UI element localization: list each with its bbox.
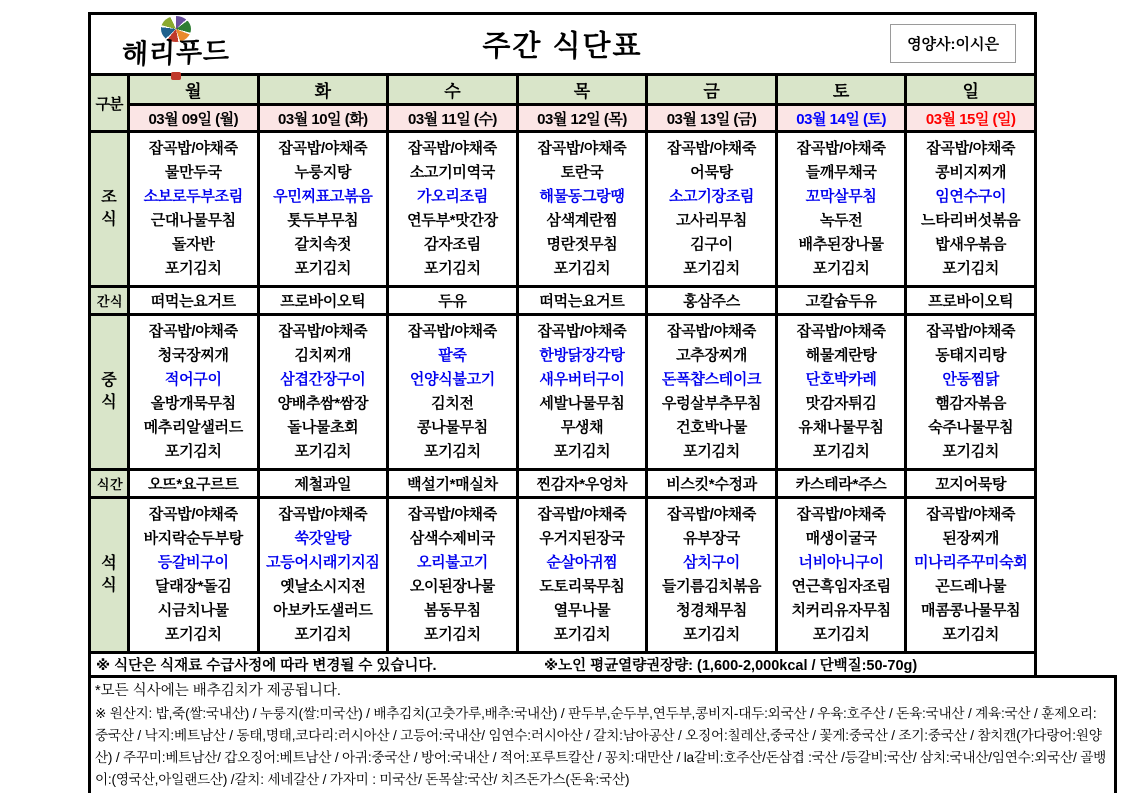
menu-item: 고등어시래기지짐	[266, 554, 380, 572]
menu-item: 잡곡밥/야채죽	[278, 140, 368, 158]
header-band	[88, 12, 1037, 73]
snack-cell-sat: 고칼슘두유	[778, 288, 905, 313]
menu-item: 꼬막살무침	[805, 188, 877, 206]
menu-item: 순살아귀찜	[546, 554, 618, 572]
menu-item: 잡곡밥/야채죽	[278, 323, 368, 341]
menu-item: 잡곡밥/야채죽	[148, 323, 238, 341]
menu-item: 맛감자튀김	[805, 395, 877, 413]
menu-item: 치커리유자무침	[791, 602, 891, 620]
menu-item: 도토리묵무침	[539, 578, 625, 596]
menu-item: 청국장찌개	[157, 347, 229, 365]
menu-item: 단호박카레	[805, 371, 877, 389]
menu-item: 김치찌개	[294, 347, 352, 365]
menu-item: 녹두전	[819, 212, 863, 230]
between-meal-cell-mon: 오뜨*요구르트	[130, 471, 257, 496]
menu-item: 오리불고기	[416, 554, 488, 572]
menu-item: 오이된장나물	[409, 578, 495, 596]
menu-item: 연근흑임자조림	[791, 578, 891, 596]
day-header-thu: 목	[519, 76, 646, 103]
menu-item: 언양식불고기	[409, 371, 495, 389]
menu-item: 잡곡밥/야채죽	[407, 506, 497, 524]
between-meal-cell-tue: 제철과일	[260, 471, 387, 496]
menu-item: 소보로두부조림	[143, 188, 243, 206]
menu-item: 청경채무침	[676, 602, 748, 620]
day-header-tue: 화	[260, 76, 387, 103]
menu-cell-dinner-mon	[130, 499, 257, 651]
menu-item: 배추된장나물	[798, 236, 884, 254]
menu-item: 근대나물무침	[150, 212, 236, 230]
notice-calorie-text: ※노인 평균열량권장량: (1,600-2,000kcal / 단백질:50-70g)	[544, 658, 918, 674]
menu-item: 해물동그랑땡	[539, 188, 625, 206]
menu-item: 포기김치	[812, 626, 870, 644]
menu-cell-lunch-thu	[519, 316, 646, 468]
menu-item: 포기김치	[553, 443, 611, 461]
menu-item: 김구이	[690, 236, 733, 254]
menu-item: 새우버터구이	[539, 371, 625, 389]
snack-cell-mon: 떠먹는요거트	[130, 288, 257, 313]
menu-cell-breakfast-sun	[907, 133, 1034, 285]
kimchi-note: *모든 식사에는 배추김치가 제공됩니다.	[95, 683, 341, 699]
menu-item: 삼색계란찜	[546, 212, 618, 230]
menu-item: 미나리주꾸미숙회	[913, 554, 1028, 572]
between-meal-cell-thu: 찐감자*우엉차	[519, 471, 646, 496]
day-header-fri: 금	[648, 76, 775, 103]
menu-item: 톳두부무침	[287, 212, 359, 230]
menu-cell-lunch-wed	[389, 316, 516, 468]
date-cell-sat: 03월 14일 (토)	[778, 106, 905, 130]
menu-item: 잡곡밥/야채죽	[407, 323, 497, 341]
between-meal-cell-wed: 백설기*매실차	[389, 471, 516, 496]
menu-item: 너비아니구이	[798, 554, 884, 572]
menu-item: 우거지된장국	[539, 530, 625, 548]
menu-cell-dinner-sun	[907, 499, 1034, 651]
menu-item: 잡곡밥/야채죽	[407, 140, 497, 158]
snack-cell-wed: 두유	[389, 288, 516, 313]
menu-item: 삼겹간장구이	[280, 371, 366, 389]
menu-item: 봄동무침	[424, 602, 481, 620]
menu-item: 세발나물무침	[539, 395, 625, 413]
origin-note: ※ 원산지: 밥,죽(쌀:국내산) / 누룽지(쌀:미국산) / 배추김치(고춧가루,배추:국내산) / 판두부,순두부,연두부,콩비지-대두:외국산 / 우육:호주산 / 돈육:국내산 / 계육:국산 / 훈제오리:중국산 / 낙지:베트남산 / 동태,명태,코다리:러시아산 / 고등어:국내산/ 임연수:러시아산 / 갈치:남아공산 / 오징어:칠레산,중국산 / 꽃게:중국산 / 조기:중국산 / 참치캔(가다랑어:원양산) / 주꾸미:베트남산/ 갑오징어:베트남산 / 아귀:중국산 / 방어:국내산 / 적어:포루트칼산 / 꽁치:대만산 / la갈비:호주산/돈삼겹 :국산 /등갈비:국산/ 삼치:국내산/임연수:외국산/ 골뱅이:(영국산,아일랜드산) /갈치: 세네갈산 / 가자미 : 미국산/ 돈목살:국산/ 치즈돈가스(돈육:국산)	[95, 705, 1107, 787]
menu-item: 포기김치	[164, 443, 222, 461]
menu-item: 임연수구이	[935, 188, 1007, 206]
menu-item: 감자조림	[424, 236, 481, 254]
menu-item: 매콤콩나물무침	[921, 602, 1021, 620]
logo-text: 해리푸드	[121, 36, 231, 70]
menu-item: 잡곡밥/야채죽	[667, 140, 757, 158]
day-header-sat: 토	[778, 76, 905, 103]
between-meal-cell-fri: 비스킷*수정과	[648, 471, 775, 496]
menu-item: 가오리조림	[416, 188, 488, 206]
date-cell-tue: 03월 10일 (화)	[260, 106, 387, 130]
page-title: 주간 식단표	[482, 30, 643, 63]
menu-item: 잡곡밥/야채죽	[148, 140, 238, 158]
menu-item: 어묵탕	[690, 164, 733, 182]
menu-item: 포기김치	[424, 260, 481, 278]
menu-item: 포기김치	[942, 626, 1000, 644]
menu-item: 무생채	[560, 419, 604, 437]
menu-item: 콩비지찌개	[935, 164, 1007, 182]
menu-item: 잡곡밥/야채죽	[926, 140, 1016, 158]
menu-item: 잡곡밥/야채죽	[796, 140, 886, 158]
menu-item: 물만두국	[164, 164, 222, 182]
menu-item: 등갈비구이	[157, 554, 229, 572]
menu-item: 잡곡밥/야채죽	[926, 323, 1016, 341]
menu-item: 포기김치	[683, 443, 740, 461]
menu-item: 돌자반	[171, 236, 215, 254]
menu-item: 포기김치	[553, 260, 611, 278]
footnotes-box	[88, 675, 1117, 793]
menu-item: 한방닭장각탕	[539, 347, 625, 365]
content-wrap	[88, 12, 1107, 793]
snack-cell-tue: 프로바이오틱	[260, 288, 387, 313]
menu-item: 우민찌표고볶음	[273, 188, 373, 206]
menu-item: 메추리알샐러드	[143, 419, 243, 437]
menu-item: 달래장*돌김	[155, 578, 232, 596]
date-cell-wed: 03월 11일 (수)	[389, 106, 516, 130]
menu-item: 포기김치	[942, 443, 1000, 461]
menu-item: 포기김치	[812, 260, 870, 278]
between-meal-cell-sat: 카스테라*주스	[778, 471, 905, 496]
date-cell-thu: 03월 12일 (목)	[519, 106, 646, 130]
meal-label-breakfast: 조식	[91, 133, 127, 285]
menu-item: 잡곡밥/야채죽	[537, 140, 627, 158]
menu-item: 삼색수제비국	[409, 530, 495, 548]
day-header-sun: 일	[907, 76, 1034, 103]
menu-item: 돌나물초회	[287, 419, 359, 437]
menu-cell-lunch-tue	[260, 316, 387, 468]
snack-cell-sun: 프로바이오틱	[907, 288, 1034, 313]
menu-cell-lunch-mon	[130, 316, 257, 468]
menu-cell-dinner-sat	[778, 499, 905, 651]
menu-cell-lunch-sun	[907, 316, 1034, 468]
menu-table	[88, 73, 1037, 678]
menu-item: 밥새우볶음	[935, 236, 1007, 254]
menu-item: 포기김치	[294, 626, 352, 644]
menu-item: 아보카도샐러드	[273, 602, 373, 620]
menu-item: 잡곡밥/야채죽	[278, 506, 368, 524]
meal-label-morning-snack: 간 식	[91, 288, 127, 313]
menu-item: 토란국	[560, 164, 604, 182]
menu-cell-breakfast-wed	[389, 133, 516, 285]
menu-item: 포기김치	[812, 443, 870, 461]
menu-item: 포기김치	[294, 443, 352, 461]
menu-item: 포기김치	[424, 443, 481, 461]
date-cell-sun: 03월 15일 (일)	[907, 106, 1034, 130]
menu-item: 바지락순두부탕	[143, 530, 243, 548]
menu-item: 된장찌개	[942, 530, 1000, 548]
menu-item: 유부장국	[683, 530, 740, 548]
menu-item: 잡곡밥/야채죽	[796, 506, 886, 524]
menu-cell-breakfast-mon	[130, 133, 257, 285]
menu-item: 명란젓무침	[546, 236, 618, 254]
menu-cell-breakfast-sat	[778, 133, 905, 285]
menu-item: 연두부*맛간장	[407, 212, 498, 230]
notice-row	[91, 654, 1034, 675]
menu-item: 햄감자볶음	[935, 395, 1007, 413]
menu-item: 옛날소시지전	[280, 578, 366, 596]
menu-item: 들깨무채국	[805, 164, 877, 182]
menu-item: 안동찜닭	[942, 371, 1000, 389]
menu-item: 숙주나물무침	[928, 419, 1014, 437]
menu-item: 고추장찌개	[676, 347, 748, 365]
date-cell-fri: 03월 13일 (금)	[648, 106, 775, 130]
menu-item: 해물계란탕	[805, 347, 877, 365]
menu-item: 들기름김치볶음	[661, 578, 762, 596]
nutritionist-badge: 영양사:이시은	[890, 24, 1016, 63]
menu-cell-dinner-thu	[519, 499, 646, 651]
menu-item: 포기김치	[683, 260, 740, 278]
snack-cell-fri: 홍삼주스	[648, 288, 775, 313]
between-meal-cell-sun: 꼬지어묵탕	[907, 471, 1034, 496]
menu-item: 김치전	[431, 395, 474, 413]
menu-item: 잡곡밥/야채죽	[667, 323, 757, 341]
menu-item: 고사리무침	[676, 212, 748, 230]
menu-item: 포기김치	[164, 260, 222, 278]
menu-cell-dinner-tue	[260, 499, 387, 651]
menu-cell-breakfast-thu	[519, 133, 646, 285]
meal-label-afternoon-snack: 식 간	[91, 471, 127, 496]
menu-item: 잡곡밥/야채죽	[667, 506, 757, 524]
menu-item: 느타리버섯볶음	[921, 212, 1021, 230]
menu-item: 쑥갓알탕	[294, 530, 352, 548]
day-header-wed: 수	[389, 76, 516, 103]
menu-item: 열무나물	[553, 602, 611, 620]
menu-item: 누룽지탕	[294, 164, 352, 182]
menu-cell-lunch-fri	[648, 316, 775, 468]
menu-item: 소고기미역국	[409, 164, 495, 182]
menu-item: 유채나물무침	[798, 419, 884, 437]
corner-label: 구분	[91, 76, 127, 130]
menu-item: 포기김치	[553, 626, 611, 644]
menu-cell-dinner-wed	[389, 499, 516, 651]
meal-label-lunch: 중식	[91, 316, 127, 468]
menu-item: 돈폭챱스테이크	[661, 371, 762, 389]
menu-item: 잡곡밥/야채죽	[537, 323, 627, 341]
menu-item: 적어구이	[164, 371, 222, 389]
menu-item: 팥죽	[438, 347, 467, 365]
menu-item: 우렁살부추무침	[661, 395, 762, 413]
menu-item: 소고기장조림	[668, 188, 755, 206]
menu-item: 잡곡밥/야채죽	[796, 323, 886, 341]
menu-item: 시금치나물	[157, 602, 229, 620]
menu-item: 잡곡밥/야채죽	[926, 506, 1016, 524]
menu-item: 포기김치	[942, 260, 1000, 278]
menu-item: 콩나물무침	[416, 419, 488, 437]
menu-item: 올방개묵무침	[150, 395, 236, 413]
notice-change-text: ※ 식단은 식재료 수급사정에 따라 변경될 수 있습니다.	[96, 658, 437, 674]
menu-item: 매생이굴국	[805, 530, 877, 548]
date-cell-mon: 03월 09일 (월)	[130, 106, 257, 130]
menu-item: 포기김치	[683, 626, 740, 644]
menu-item: 양배추쌈*쌈장	[277, 395, 369, 413]
day-header-mon: 월	[130, 76, 257, 103]
menu-item: 포기김치	[424, 626, 481, 644]
menu-item: 동태지리탕	[935, 347, 1007, 365]
menu-item: 잡곡밥/야채죽	[537, 506, 627, 524]
menu-item: 포기김치	[164, 626, 222, 644]
menu-item: 갈치속젓	[294, 236, 352, 254]
menu-cell-breakfast-fri	[648, 133, 775, 285]
snack-cell-thu: 떠먹는요거트	[519, 288, 646, 313]
logo-stamp-icon	[171, 72, 181, 80]
meal-label-dinner: 석식	[91, 499, 127, 651]
menu-cell-lunch-sat	[778, 316, 905, 468]
menu-cell-dinner-fri	[648, 499, 775, 651]
menu-item: 건호박나물	[676, 419, 748, 437]
menu-item: 잡곡밥/야채죽	[148, 506, 238, 524]
menu-item: 곤드레나물	[935, 578, 1007, 596]
menu-item: 삼치구이	[683, 554, 740, 572]
menu-item: 포기김치	[294, 260, 352, 278]
menu-cell-breakfast-tue	[260, 133, 387, 285]
